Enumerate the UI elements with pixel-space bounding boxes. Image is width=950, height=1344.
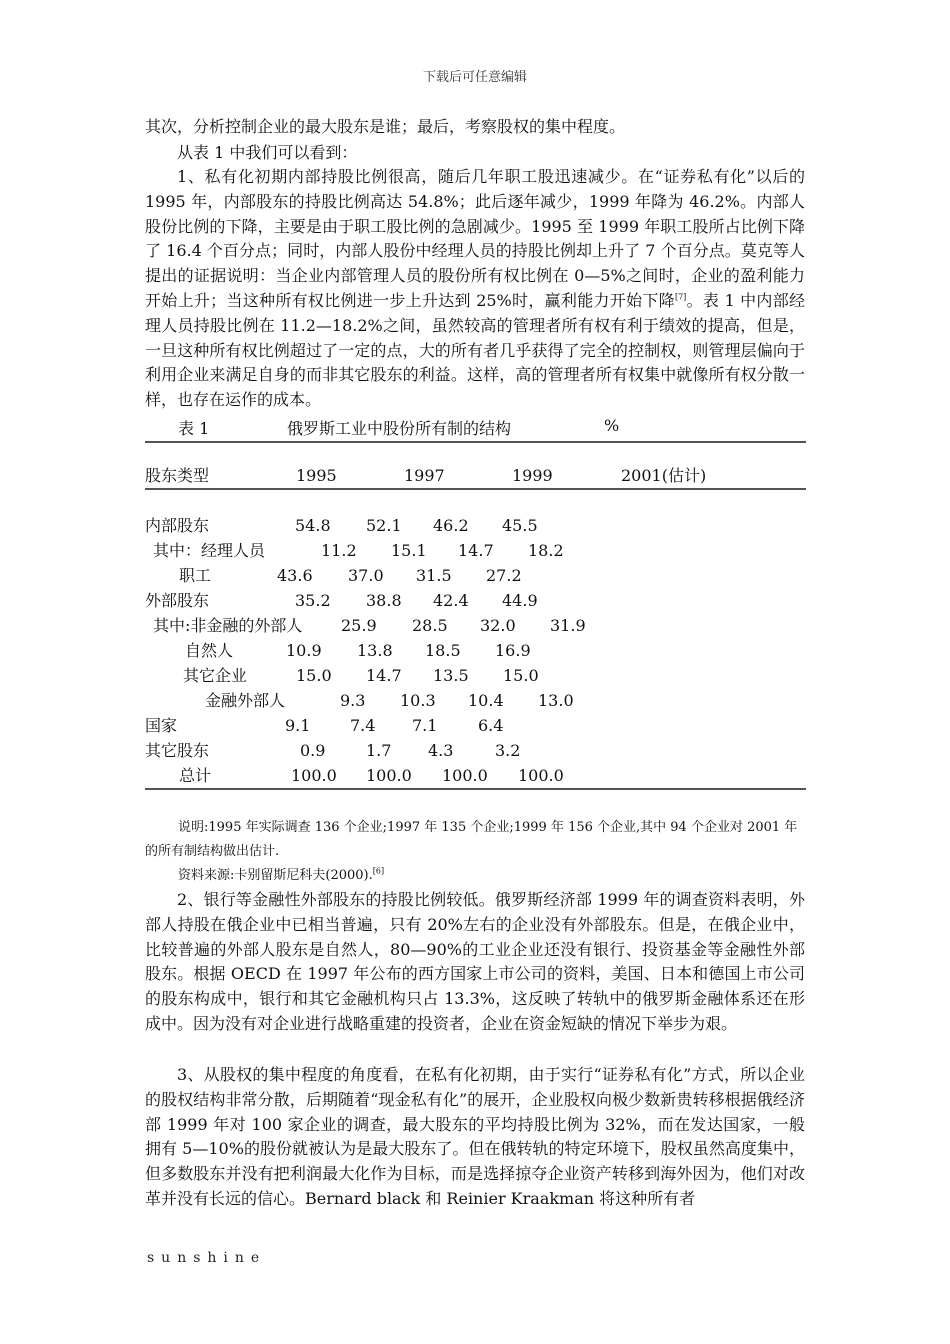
table-caption-title: 俄罗斯工业中股份所有制的结构 xyxy=(287,419,512,438)
row-label: 其它股东 xyxy=(145,741,210,760)
table-header-year: 1995 xyxy=(296,466,337,485)
cell-value: 3.2 xyxy=(495,741,521,760)
table-source xyxy=(145,864,805,888)
cell-value: 10.4 xyxy=(468,691,504,710)
paragraph-point-3: 3、从股权的集中程度的角度看，在私有化初期，由于实行“证券私有化”方式，所以企业的股权结构非常分散，后期随着“现金私有化”的展开，企业股权向极少数新贵转移根据俄经济部 1999 年对 100 家企业的调查，最大股东的平均持股比例为 32%，而在发达国家，一般拥有 5—10%的股份就被认为是最大股东了。但在俄转轨的特定环境下，股权虽然高度集中，但多数股东并没有把利润最大化作为目标，而是选择掠夺企业资产转移到海外因为，他们对改革并没有长远的信心。Bernard black 和 Reinier Kraakman 将这种所有者 xyxy=(145,1065,805,1208)
paragraph-point-1-text: 1、私有化初期内部持股比例很高，随后几年职工股迅速减少。在“证券私有化”以后的 1995 年，内部股东的持股比例高达 54.8%；此后逐年减少，1999 年降为 46.2%。内部人股份比例的下降，主要是由于职工股比例的急剧减少。1995 至 1999 年职工股所占比例下降了 16.4 个百分点；同时，内部人股份中经理人员的持股比例却上升了 7 个百分点。莫克等人提出的证据说明：当企业内部管理人员的股份所有权比例在 0—5%之间时，企业的盈利能力开始上升；当这种所有权比例进一步上升达到 25%时，赢利能力开始下降 xyxy=(145,167,805,310)
row-label: 其中：经理人员 xyxy=(153,541,266,560)
cell-value: 100.0 xyxy=(518,766,564,785)
table-header-year: 1999 xyxy=(512,466,553,485)
row-label: 外部股东 xyxy=(145,591,210,610)
table-caption-label: 表 1 xyxy=(178,419,210,438)
table-note: 说明:1995 年实际调查 136 个企业;1997 年 135 个企业;1999 年 156 个企业,其中 94 个企业对 2001 年的所有制结构做出估计. xyxy=(145,820,798,859)
cell-value: 6.4 xyxy=(478,716,504,735)
row-label: 自然人 xyxy=(185,641,234,660)
cell-value: 52.1 xyxy=(366,516,402,535)
cell-value: 28.5 xyxy=(412,616,448,635)
cell-value: 7.1 xyxy=(412,716,438,735)
paragraph-point-1-text-cont: 。表 1 中内部经理人员持股比例在 11.2—18.2%之间，虽然较高的管理者所有权有利于绩效的提高，但是，一旦这种所有权比例超过了一定的点，大的所有者几乎获得了完全的控制权，则管理层偏向于利用企业来满足自身的而非其它股东的利益。这样，高的管理者所有权集中就像所有权分散一样，也存在运作的成本。 xyxy=(145,290,805,410)
row-label: 金融外部人 xyxy=(205,691,286,710)
cell-value: 0.9 xyxy=(300,741,326,760)
table-source-text: 资料来源:卡别留斯尼科夫(2000). xyxy=(178,868,373,883)
cell-value: 1.7 xyxy=(366,741,392,760)
cell-value: 38.8 xyxy=(366,591,402,610)
cell-value: 35.2 xyxy=(295,591,331,610)
cell-value: 13.0 xyxy=(538,691,574,710)
row-label: 内部股东 xyxy=(145,516,210,535)
paragraph-table-lead: 从表 1 中我们可以看到： xyxy=(177,143,358,162)
cell-value: 15.0 xyxy=(296,666,332,685)
cell-value: 9.1 xyxy=(285,716,311,735)
cell-value: 15.1 xyxy=(391,541,427,560)
cell-value: 31.5 xyxy=(416,566,452,585)
row-label: 职工 xyxy=(179,566,212,585)
cell-value: 46.2 xyxy=(433,516,469,535)
paragraph-point-2: 2、银行等金融性外部股东的持股比例较低。俄罗斯经济部 1999 年的调查资料表明，外部人持股在俄企业中已相当普遍，只有 20%左右的企业没有外部股东。但是，在俄企业中，比较普遍的外部人股东是自然人，80—90%的工业企业还没有银行、投资基金等金融性外部股东。根据 OECD 在 1997 年公布的西方国家上市公司的资料，美国、日本和德国上市公司的股东构成中，银行和其它金融机构只占 13.3%，这反映了转轨中的俄罗斯金融体系还在形成中。因为没有对企业进行战略重建的投资者，企业在资金短缺的情况下举步为艰。 xyxy=(145,890,805,1033)
row-label: 国家 xyxy=(145,716,178,735)
cell-value: 13.8 xyxy=(357,641,393,660)
paragraph-intro: 其次，分析控制企业的最大股东是谁；最后，考察股权的集中程度。 xyxy=(145,117,626,136)
table-caption-unit: % xyxy=(604,416,620,435)
page-header: 下载后可任意编辑 xyxy=(422,70,527,85)
row-label: 总计 xyxy=(179,766,212,785)
cell-value: 13.5 xyxy=(433,666,469,685)
cell-value: 11.2 xyxy=(321,541,357,560)
cell-value: 10.9 xyxy=(286,641,322,660)
citation-6: [6] xyxy=(372,866,385,876)
cell-value: 45.5 xyxy=(502,516,538,535)
cell-value: 9.3 xyxy=(340,691,366,710)
cell-value: 32.0 xyxy=(480,616,516,635)
cell-value: 18.2 xyxy=(528,541,564,560)
table-header-rule xyxy=(145,488,806,490)
cell-value: 100.0 xyxy=(291,766,337,785)
cell-value: 37.0 xyxy=(348,566,384,585)
cell-value: 16.9 xyxy=(495,641,531,660)
cell-value: 100.0 xyxy=(366,766,412,785)
cell-value: 18.5 xyxy=(425,641,461,660)
table-header-year: 2001(估计) xyxy=(621,466,707,485)
cell-value: 100.0 xyxy=(442,766,488,785)
cell-value: 7.4 xyxy=(350,716,376,735)
cell-value: 15.0 xyxy=(503,666,539,685)
cell-value: 31.9 xyxy=(550,616,586,635)
table-bottom-rule xyxy=(145,788,806,790)
cell-value: 14.7 xyxy=(458,541,494,560)
table-header-label: 股东类型 xyxy=(145,466,210,485)
citation-7: [7] xyxy=(674,292,687,302)
cell-value: 4.3 xyxy=(428,741,454,760)
paragraph-point-1 xyxy=(145,165,805,413)
row-label: 其它企业 xyxy=(183,666,248,685)
cell-value: 25.9 xyxy=(341,616,377,635)
row-label: 其中:非金融的外部人 xyxy=(153,616,303,635)
cell-value: 43.6 xyxy=(277,566,313,585)
table-header-year: 1997 xyxy=(404,466,445,485)
cell-value: 14.7 xyxy=(366,666,402,685)
cell-value: 27.2 xyxy=(486,566,522,585)
cell-value: 54.8 xyxy=(295,516,331,535)
cell-value: 10.3 xyxy=(400,691,436,710)
page-footer: sunshine xyxy=(147,1250,267,1266)
table-top-rule xyxy=(145,441,806,443)
cell-value: 44.9 xyxy=(502,591,538,610)
cell-value: 42.4 xyxy=(433,591,469,610)
